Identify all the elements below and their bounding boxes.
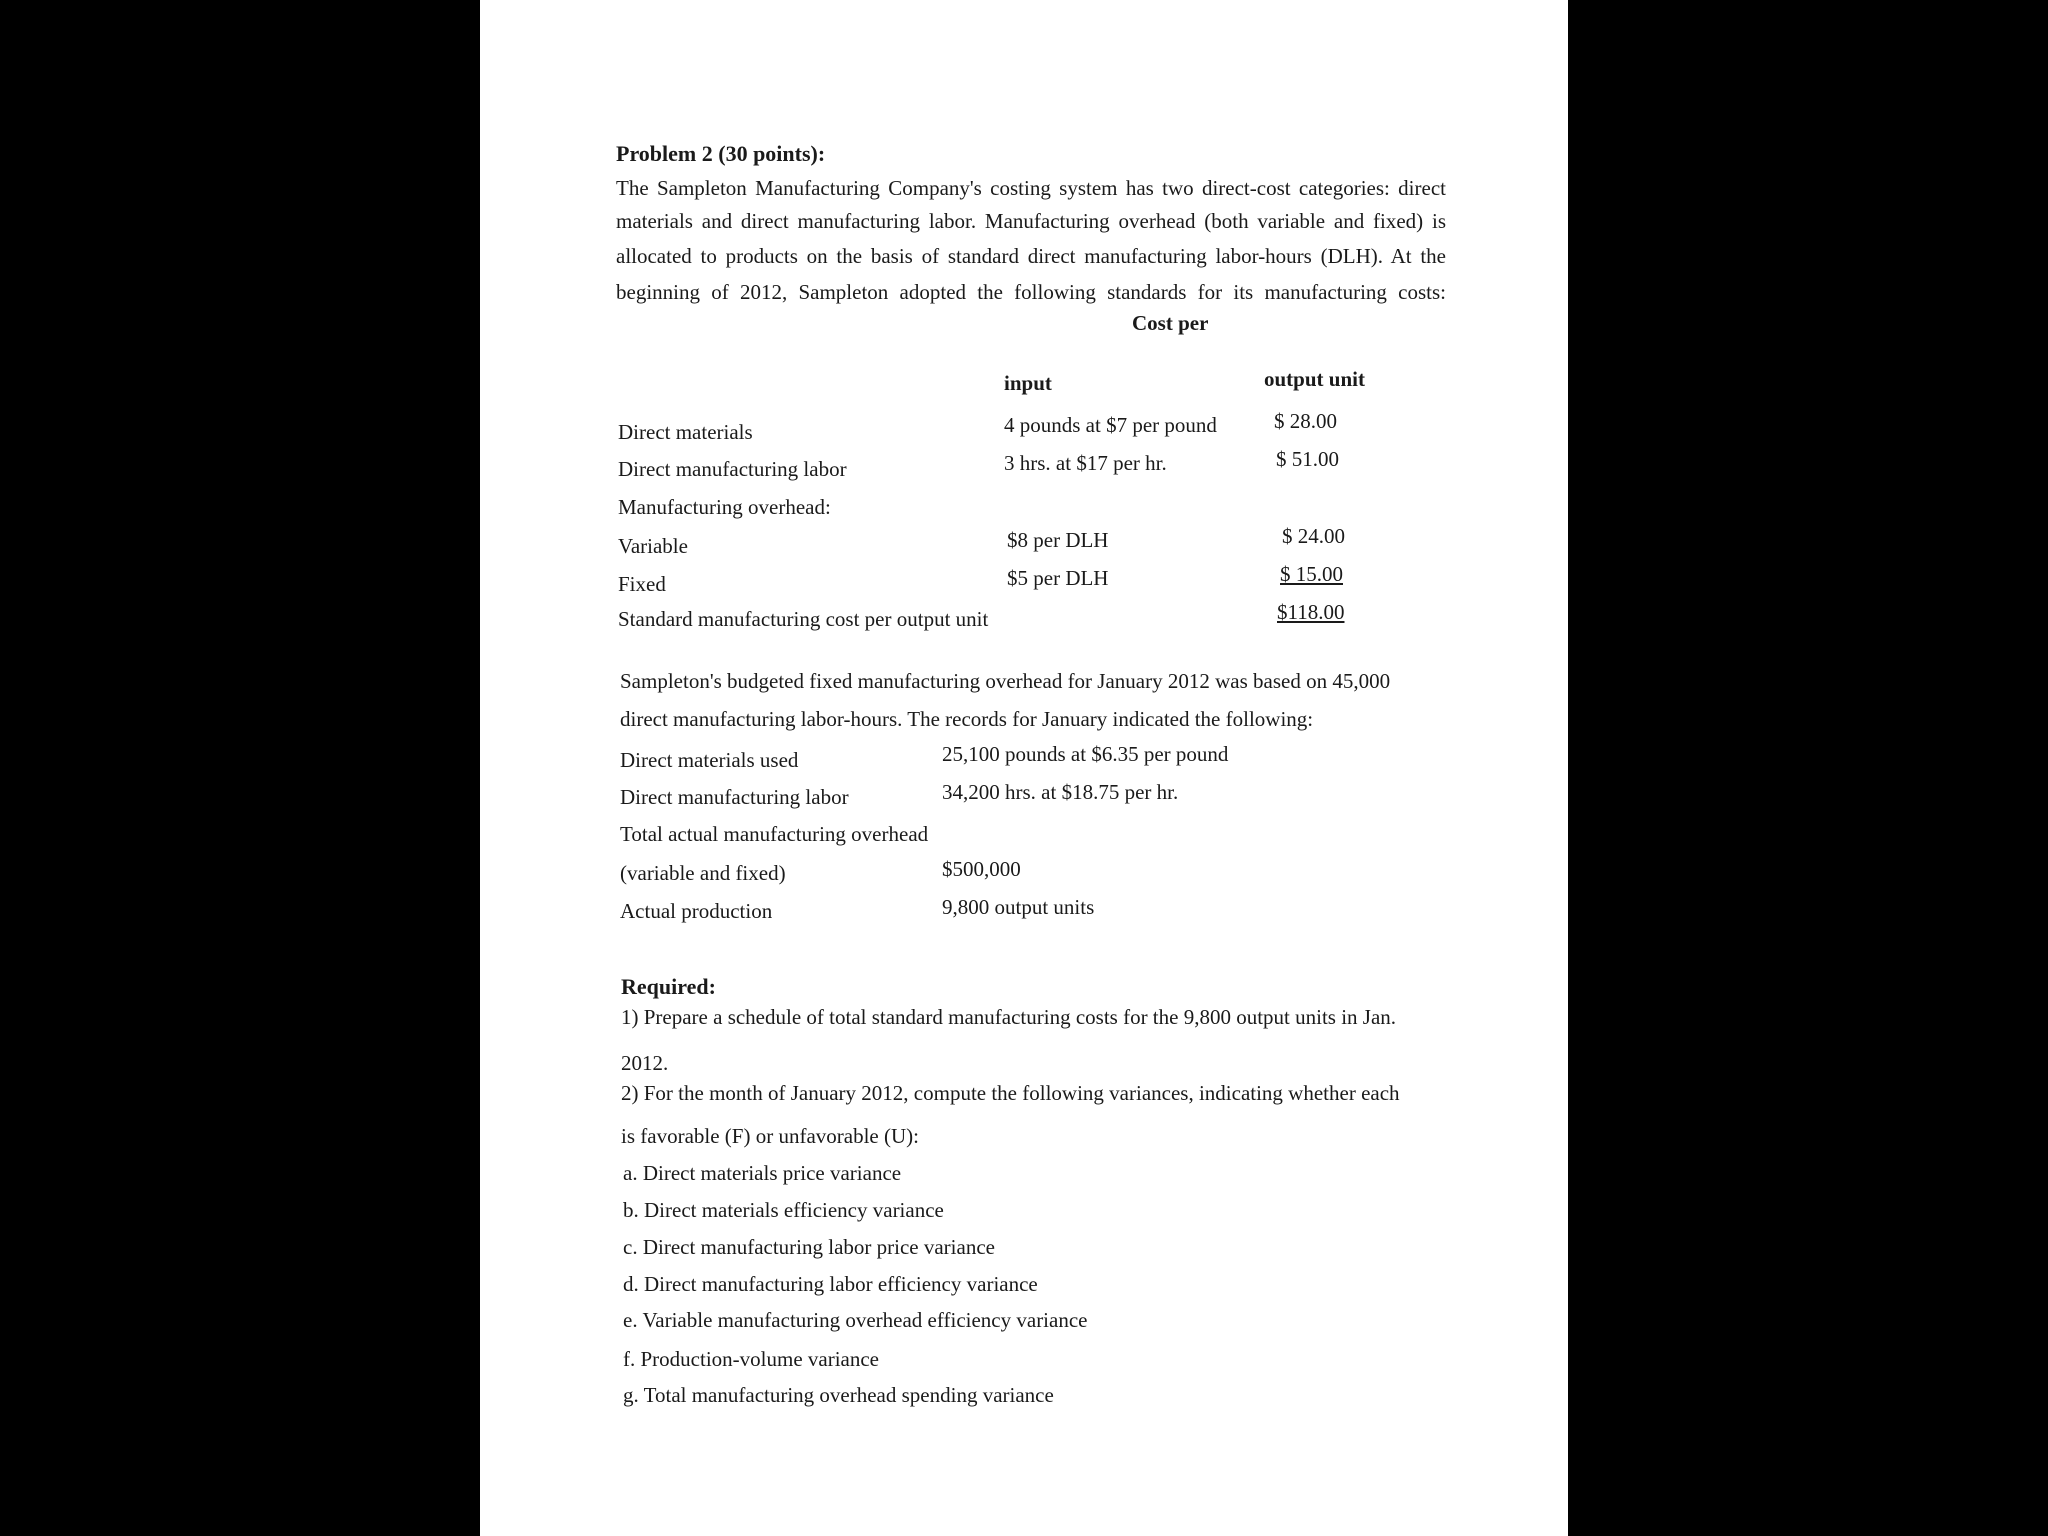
row-label-direct-materials: Direct materials [618,420,753,444]
variance-item-b: b. Direct materials efficiency variance [623,1198,944,1222]
intro-line-1: The Sampleton Manufacturing Company's costing system has two direct-cost categories: direct [616,176,1446,200]
variance-item-d: d. Direct manufacturing labor efficiency variance [623,1272,1038,1296]
record-value-materials-used: 25,100 pounds at $6.35 per pound [942,742,1229,766]
row-output-variable: $ 24.00 [1282,524,1345,548]
row-output-fixed: $ 15.00 [1280,562,1343,586]
row-output-direct-labor: $ 51.00 [1276,447,1339,471]
variance-item-g: g. Total manufacturing overhead spending variance [623,1383,1054,1407]
record-value-actual-production: 9,800 output units [942,895,1095,919]
document-page [480,0,1568,1536]
variance-item-e: e. Variable manufacturing overhead efficiency variance [623,1308,1088,1332]
output-header: output unit [1264,367,1365,391]
row-input-direct-labor: 3 hrs. at $17 per hr. [1004,451,1167,475]
record-label-total-overhead: Total actual manufacturing overhead [620,822,929,846]
record-label-labor: Direct manufacturing labor [620,785,849,809]
row-label-standard-cost: Standard manufacturing cost per output unit [618,607,989,631]
record-value-labor: 34,200 hrs. at $18.75 per hr. [942,780,1179,804]
q1-line-1: 1) Prepare a schedule of total standard manufacturing costs for the 9,800 output units in Jan. [621,1005,1397,1029]
input-header: input [1004,371,1052,395]
row-input-direct-materials: 4 pounds at $7 per pound [1004,413,1217,437]
variance-item-c: c. Direct manufacturing labor price variance [623,1235,995,1259]
q2-line-2: is favorable (F) or unfavorable (U): [621,1124,919,1148]
intro-line-3: allocated to products on the basis of standard direct manufacturing labor-hours (DLH). At the [616,244,1446,268]
cost-per-header: Cost per [1132,311,1209,335]
q2-line-1: 2) For the month of January 2012, compute the following variances, indicating whether each [621,1081,1400,1105]
record-value-overhead: $500,000 [942,857,1021,881]
row-output-direct-materials: $ 28.00 [1274,409,1337,433]
row-output-standard-cost: $118.00 [1277,600,1345,624]
row-label-fixed: Fixed [618,572,666,596]
variance-item-a: a. Direct materials price variance [623,1161,902,1185]
record-label-variable-fixed: (variable and fixed) [620,861,786,885]
required-heading: Required: [621,974,716,999]
variance-item-f: f. Production-volume variance [623,1347,879,1371]
row-input-variable: $8 per DLH [1007,528,1109,552]
record-label-materials-used: Direct materials used [620,748,799,772]
budget-line-1: Sampleton's budgeted fixed manufacturing overhead for January 2012 was based on 45,000 [620,669,1391,693]
intro-line-2: materials and direct manufacturing labor. Manufacturing overhead (both variable and fixed) is [616,209,1446,233]
record-label-actual-production: Actual production [620,899,773,923]
problem-title: Problem 2 (30 points): [616,141,826,166]
row-input-fixed: $5 per DLH [1007,566,1109,590]
row-label-mfg-overhead: Manufacturing overhead: [618,495,831,519]
budget-line-2: direct manufacturing labor-hours. The records for January indicated the following: [620,707,1314,731]
row-label-variable: Variable [618,534,688,558]
q1-line-2: 2012. [621,1051,669,1075]
row-label-direct-labor: Direct manufacturing labor [618,457,847,481]
intro-line-4: beginning of 2012, Sampleton adopted the following standards for its manufacturing costs: [616,280,1446,304]
